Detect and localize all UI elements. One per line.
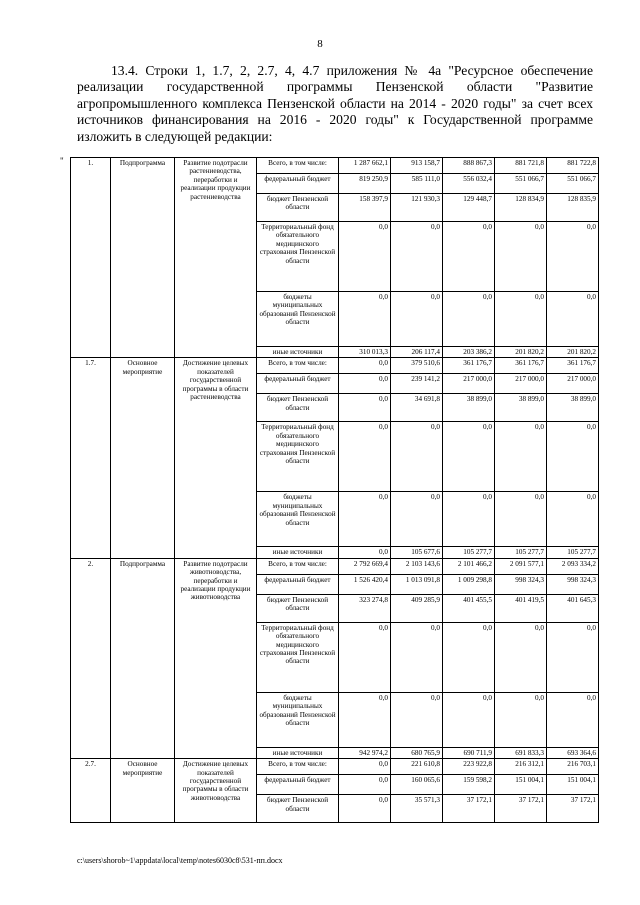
amount-cell: 206 117,4 — [391, 347, 443, 358]
funding-source: иные источники — [257, 347, 339, 358]
amendment-heading-text: 13.4. Строки 1, 1.7, 2, 2.7, 4, 4.7 приложения № 4а "Ресурсное обеспечение реализации государственной программы Пензенской области "Развитие агропромышленного комплекса Пензенской области на 2014 - 2020 годы" за счет всех источников финансирования на 2016 - 2020 годы" к Государственной программе изложить в следующей редакции: — [77, 63, 593, 144]
row-name: Достижение целевых показателей государственной программы в области растениеводства — [175, 358, 257, 558]
amount-cell: 0,0 — [547, 692, 599, 747]
row-number: 1. — [71, 158, 111, 358]
amount-cell: 160 065,6 — [391, 775, 443, 795]
amount-cell: 151 004,1 — [547, 775, 599, 795]
amount-cell: 0,0 — [339, 547, 391, 558]
row-name: Достижение целевых показателей государственной программы в области животноводства — [175, 759, 257, 823]
row-number: 1.7. — [71, 358, 111, 558]
amount-cell: 0,0 — [339, 374, 391, 394]
amount-cell: 0,0 — [339, 422, 391, 492]
amount-cell: 401 419,5 — [495, 594, 547, 622]
amount-cell: 1 526 420,4 — [339, 574, 391, 594]
amount-cell: 913 158,7 — [391, 158, 443, 174]
amount-cell: 37 172,1 — [443, 795, 495, 823]
row-type: Подпрограмма — [111, 558, 175, 758]
amount-cell: 221 610,8 — [391, 759, 443, 775]
amount-cell: 379 510,6 — [391, 358, 443, 374]
amount-cell: 998 324,3 — [547, 574, 599, 594]
amount-cell: 0,0 — [339, 775, 391, 795]
amount-cell: 691 833,3 — [495, 747, 547, 758]
amount-cell: 1 013 091,8 — [391, 574, 443, 594]
opening-quote-mark: " — [60, 156, 64, 166]
amount-cell: 38 899,0 — [443, 394, 495, 422]
funding-source: Всего, в том числе: — [257, 158, 339, 174]
funding-source: Территориальный фонд обязательного медицинского страхования Пензенской области — [257, 422, 339, 492]
resource-budget-table — [70, 157, 599, 823]
funding-source: Всего, в том числе: — [257, 759, 339, 775]
amount-cell: 201 820,2 — [495, 347, 547, 358]
amount-cell: 129 448,7 — [443, 194, 495, 222]
amount-cell: 0,0 — [391, 222, 443, 292]
amount-cell: 0,0 — [391, 622, 443, 692]
amount-cell: 121 930,3 — [391, 194, 443, 222]
amount-cell: 0,0 — [443, 222, 495, 292]
amount-cell: 310 013,3 — [339, 347, 391, 358]
funding-source: федеральный бюджет — [257, 174, 339, 194]
amount-cell: 0,0 — [495, 692, 547, 747]
amount-cell: 0,0 — [339, 492, 391, 547]
amount-cell: 1 287 662,1 — [339, 158, 391, 174]
amount-cell: 409 285,9 — [391, 594, 443, 622]
amount-cell: 0,0 — [339, 358, 391, 374]
amount-cell: 2 093 334,2 — [547, 558, 599, 574]
amount-cell: 0,0 — [443, 292, 495, 347]
amount-cell: 690 711,9 — [443, 747, 495, 758]
amount-cell: 2 101 466,2 — [443, 558, 495, 574]
amount-cell: 105 277,7 — [547, 547, 599, 558]
amount-cell: 401 455,5 — [443, 594, 495, 622]
amount-cell: 0,0 — [547, 222, 599, 292]
amount-cell: 401 645,3 — [547, 594, 599, 622]
amount-cell: 203 386,2 — [443, 347, 495, 358]
amount-cell: 551 066,7 — [547, 174, 599, 194]
amount-cell: 881 721,8 — [495, 158, 547, 174]
page-number: 8 — [317, 38, 323, 50]
row-number: 2.7. — [71, 759, 111, 823]
amount-cell: 585 111,0 — [391, 174, 443, 194]
funding-source: бюджеты муниципальных образований Пензенской области — [257, 692, 339, 747]
row-type: Основное мероприятие — [111, 358, 175, 558]
amount-cell: 158 397,9 — [339, 194, 391, 222]
row-type: Подпрограмма — [111, 158, 175, 358]
row-type: Основное мероприятие — [111, 759, 175, 823]
row-name: Развитие подотрасли животноводства, переработки и реализации продукции животноводства — [175, 558, 257, 758]
amount-cell: 201 820,2 — [547, 347, 599, 358]
amount-cell: 0,0 — [443, 622, 495, 692]
amount-cell: 38 899,0 — [495, 394, 547, 422]
amount-cell: 998 324,3 — [495, 574, 547, 594]
amount-cell: 105 277,7 — [443, 547, 495, 558]
amount-cell: 2 091 577,1 — [495, 558, 547, 574]
amount-cell: 0,0 — [391, 492, 443, 547]
amount-cell: 2 103 143,6 — [391, 558, 443, 574]
amount-cell: 0,0 — [495, 622, 547, 692]
amount-cell: 0,0 — [339, 692, 391, 747]
amount-cell: 0,0 — [443, 692, 495, 747]
funding-source: Территориальный фонд обязательного медицинского страхования Пензенской области — [257, 222, 339, 292]
amount-cell: 105 277,7 — [495, 547, 547, 558]
amount-cell: 216 312,1 — [495, 759, 547, 775]
funding-source: бюджет Пензенской области — [257, 594, 339, 622]
amount-cell: 0,0 — [339, 394, 391, 422]
amount-cell: 0,0 — [495, 222, 547, 292]
amount-cell: 0,0 — [391, 422, 443, 492]
amount-cell: 0,0 — [547, 622, 599, 692]
funding-source: бюджеты муниципальных образований Пензенской области — [257, 292, 339, 347]
amount-cell: 693 364,6 — [547, 747, 599, 758]
amount-cell: 556 032,4 — [443, 174, 495, 194]
amount-cell: 216 703,1 — [547, 759, 599, 775]
amount-cell: 881 722,8 — [547, 158, 599, 174]
row-number: 2. — [71, 558, 111, 758]
funding-source: иные источники — [257, 747, 339, 758]
amount-cell: 159 598,2 — [443, 775, 495, 795]
amount-cell: 0,0 — [443, 422, 495, 492]
funding-source: Территориальный фонд обязательного медицинского страхования Пензенской области — [257, 622, 339, 692]
amount-cell: 0,0 — [547, 492, 599, 547]
amount-cell: 0,0 — [339, 222, 391, 292]
table-row — [71, 759, 599, 775]
amendment-heading — [77, 63, 593, 145]
amount-cell: 223 922,8 — [443, 759, 495, 775]
amount-cell: 37 172,1 — [495, 795, 547, 823]
amount-cell: 105 677,6 — [391, 547, 443, 558]
amount-cell: 34 691,8 — [391, 394, 443, 422]
amount-cell: 151 004,1 — [495, 775, 547, 795]
amount-cell: 0,0 — [547, 292, 599, 347]
amount-cell: 0,0 — [495, 292, 547, 347]
amount-cell: 361 176,7 — [443, 358, 495, 374]
funding-source: федеральный бюджет — [257, 574, 339, 594]
table-body — [71, 158, 599, 823]
amount-cell: 680 765,9 — [391, 747, 443, 758]
funding-source: Всего, в том числе: — [257, 558, 339, 574]
amount-cell: 217 000,0 — [443, 374, 495, 394]
amount-cell: 0,0 — [339, 795, 391, 823]
amount-cell: 0,0 — [495, 422, 547, 492]
amount-cell: 1 009 298,8 — [443, 574, 495, 594]
amount-cell: 217 000,0 — [495, 374, 547, 394]
table-row — [71, 358, 599, 374]
amount-cell: 361 176,7 — [495, 358, 547, 374]
funding-source: бюджет Пензенской области — [257, 394, 339, 422]
funding-source: Всего, в том числе: — [257, 358, 339, 374]
row-name: Развитие подотрасли растениеводства, переработки и реализации продукции растениеводства — [175, 158, 257, 358]
amount-cell: 0,0 — [547, 422, 599, 492]
amount-cell: 0,0 — [443, 492, 495, 547]
amount-cell: 0,0 — [339, 292, 391, 347]
amount-cell: 0,0 — [391, 692, 443, 747]
amount-cell: 239 141,2 — [391, 374, 443, 394]
amount-cell: 37 172,1 — [547, 795, 599, 823]
amount-cell: 942 974,2 — [339, 747, 391, 758]
funding-source: федеральный бюджет — [257, 374, 339, 394]
file-path-footer: c:\users\shorob~1\appdata\local\temp\notes6030c8\531-пп.docx — [77, 856, 283, 865]
table-row — [71, 558, 599, 574]
amount-cell: 128 835,9 — [547, 194, 599, 222]
funding-source: бюджеты муниципальных образований Пензенской области — [257, 492, 339, 547]
amount-cell: 0,0 — [339, 622, 391, 692]
amount-cell: 323 274,8 — [339, 594, 391, 622]
amount-cell: 888 867,3 — [443, 158, 495, 174]
amount-cell: 35 571,3 — [391, 795, 443, 823]
amount-cell: 0,0 — [391, 292, 443, 347]
amount-cell: 217 000,0 — [547, 374, 599, 394]
funding-source: бюджет Пензенской области — [257, 795, 339, 823]
amount-cell: 0,0 — [495, 492, 547, 547]
table-row — [71, 158, 599, 174]
amount-cell: 819 250,9 — [339, 174, 391, 194]
funding-source: иные источники — [257, 547, 339, 558]
amount-cell: 128 834,9 — [495, 194, 547, 222]
funding-source: бюджет Пензенской области — [257, 194, 339, 222]
funding-source: федеральный бюджет — [257, 775, 339, 795]
amount-cell: 361 176,7 — [547, 358, 599, 374]
amount-cell: 2 792 669,4 — [339, 558, 391, 574]
amount-cell: 38 899,0 — [547, 394, 599, 422]
amount-cell: 551 066,7 — [495, 174, 547, 194]
amount-cell: 0,0 — [339, 759, 391, 775]
